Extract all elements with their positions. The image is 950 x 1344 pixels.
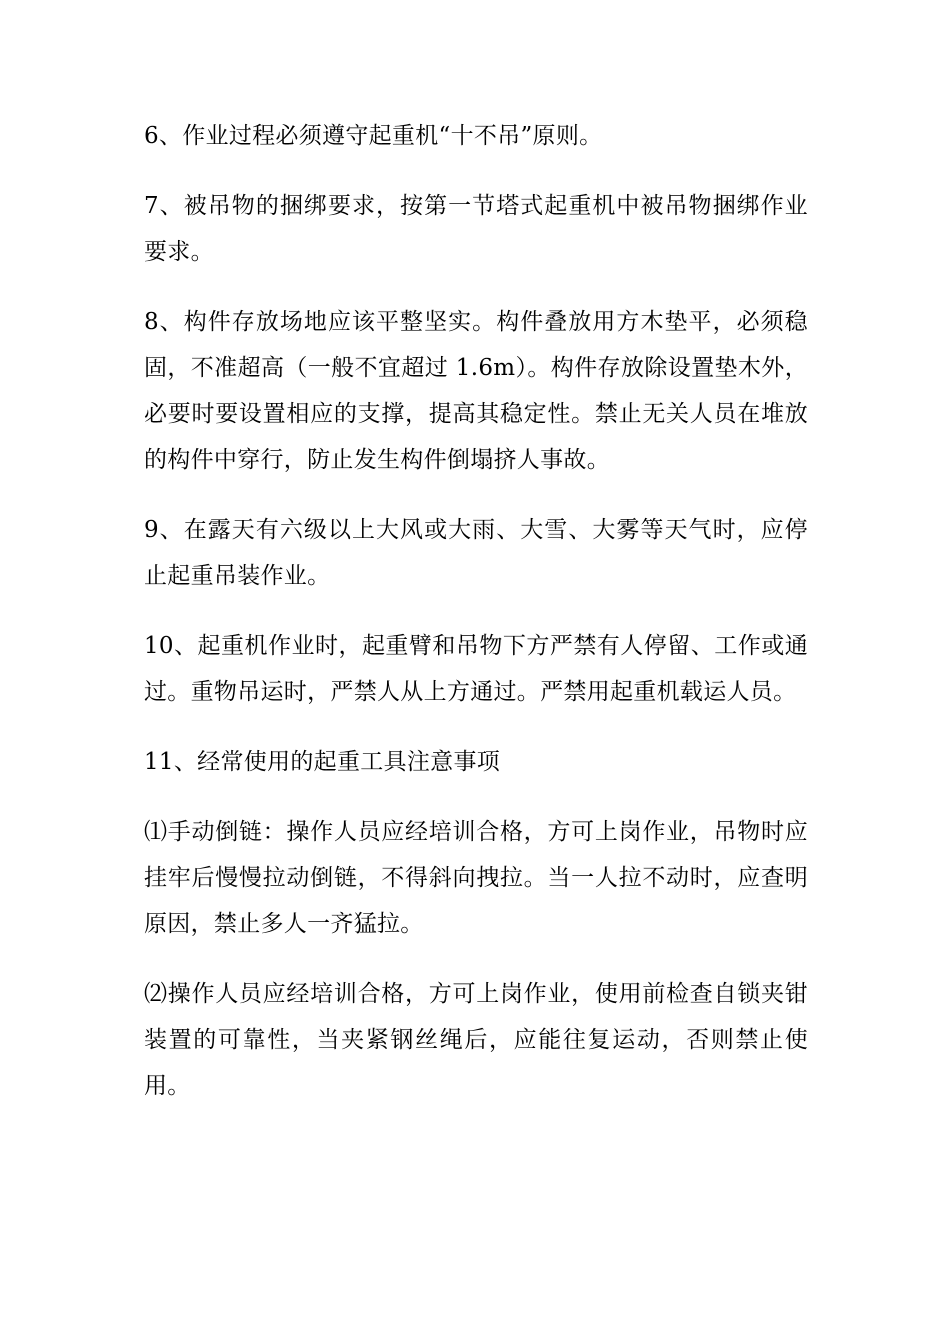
document-page bbox=[144, 113, 808, 1133]
paragraph-11-2: ⑵操作人员应经培训合格，方可上岗作业，使用前检查自锁夹钳装置的可靠性，当夹紧钢丝绳后，应能往复运动，否则禁止使用。 bbox=[144, 981, 808, 1099]
paragraph-7: 7、被吊物的捆绑要求，按第一节塔式起重机中被吊物捆绑作业要求。 bbox=[144, 193, 808, 265]
paragraph-11-1: ⑴手动倒链：操作人员应经培训合格，方可上岗作业，吊物时应挂牢后慢慢拉动倒链，不得斜向拽拉。当一人拉不动时，应查明原因，禁止多人一齐猛拉。 bbox=[144, 819, 808, 937]
paragraph-11: 11、经常使用的起重工具注意事项 bbox=[144, 749, 501, 775]
paragraph-10: 10、起重机作业时，起重臂和吊物下方严禁有人停留、工作或通过。重物吊运时，严禁人从上方通过。严禁用起重机载运人员。 bbox=[144, 633, 808, 705]
paragraph-8: 8、构件存放场地应该平整坚实。构件叠放用方木垫平，必须稳固，不准超高（一般不宜超过 1.6m）。构件存放除设置垫木外，必要时要设置相应的支撑，提高其稳定性。禁止无关人员在堆放的构件中穿行，防止发生构件倒塌挤人事故。 bbox=[144, 309, 808, 473]
paragraph-6: 6、作业过程必须遵守起重机“十不吊”原则。 bbox=[144, 123, 603, 149]
paragraph-9: 9、在露天有六级以上大风或大雨、大雪、大雾等天气时，应停止起重吊装作业。 bbox=[144, 517, 808, 589]
